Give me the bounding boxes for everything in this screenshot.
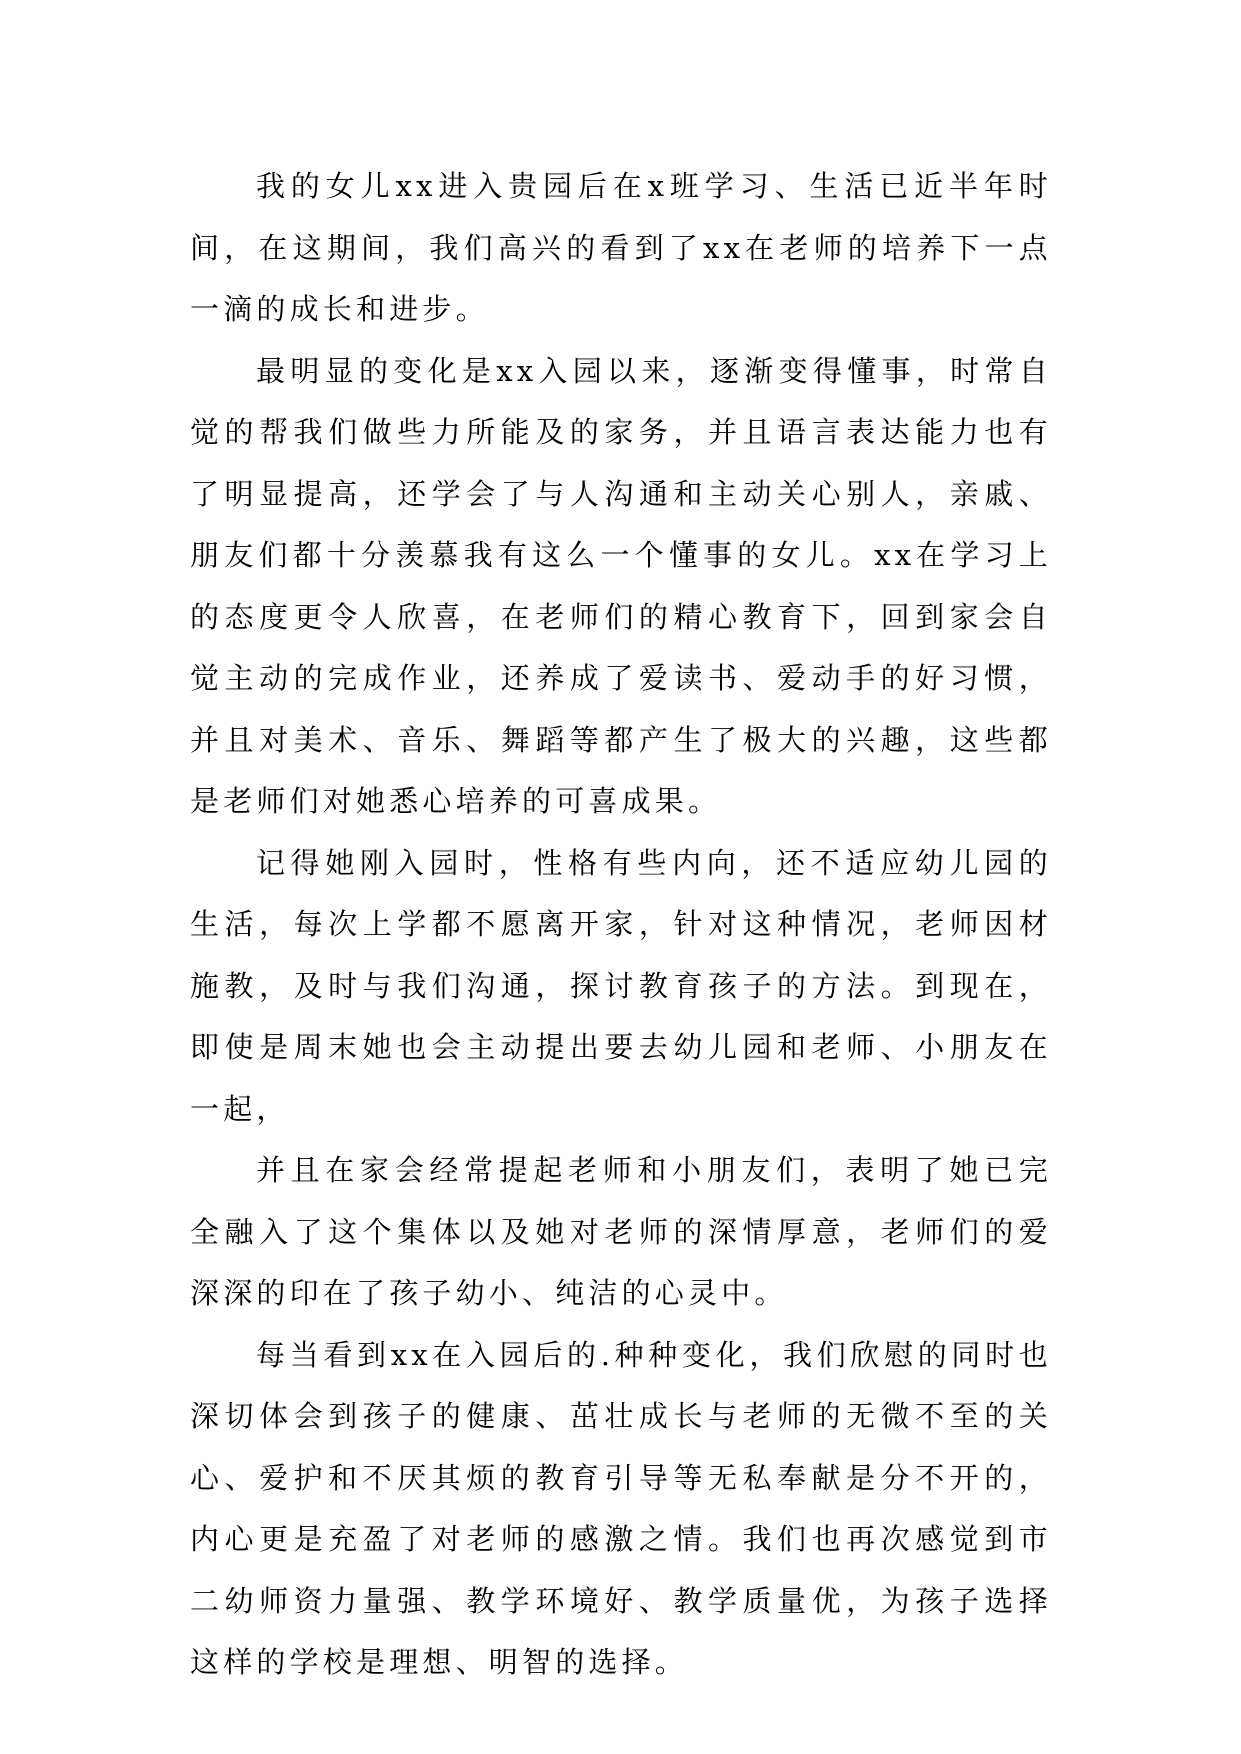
paragraph-3: 记得她刚入园时，性格有些内向，还不适应幼儿园的生活，每次上学都不愿离开家，针对这种情况，老师因材施教，及时与我们沟通，探讨教育孩子的方法。到现在，即使是周末她也会主动提出要去幼儿园和老师、小朋友在一起，	[190, 845, 1052, 1126]
paragraph-4: 并且在家会经常提起老师和小朋友们，表明了她已完全融入了这个集体以及她对老师的深情厚意，老师们的爱深深的印在了孩子幼小、纯洁的心灵中。	[190, 1153, 1052, 1310]
document-body	[190, 156, 1052, 1694]
paragraph-5: 每当看到xx在入园后的.种种变化，我们欣慰的同时也深切体会到孩子的健康、茁壮成长与老师的无微不至的关心、爱护和不厌其烦的教育引导等无私奉献是分不开的，内心更是充盈了对老师的感激之情。我们也再次感觉到市二幼师资力量强、教学环境好、教学质量优，为孩子选择这样的学校是理想、明智的选择。	[190, 1337, 1052, 1679]
paragraph-2: 最明显的变化是xx入园以来，逐渐变得懂事，时常自觉的帮我们做些力所能及的家务，并且语言表达能力也有了明显提高，还学会了与人沟通和主动关心别人，亲戚、朋友们都十分羡慕我有这么一个懂事的女儿。xx在学习上的态度更令人欣喜，在老师们的精心教育下，回到家会自觉主动的完成作业，还养成了爱读书、爱动手的好习惯，并且对美术、音乐、舞蹈等都产生了极大的兴趣，这些都是老师们对她悉心培养的可喜成果。	[190, 353, 1052, 818]
paragraph-1: 我的女儿xx进入贵园后在x班学习、生活已近半年时间，在这期间，我们高兴的看到了xx在老师的培养下一点一滴的成长和进步。	[190, 169, 1052, 326]
